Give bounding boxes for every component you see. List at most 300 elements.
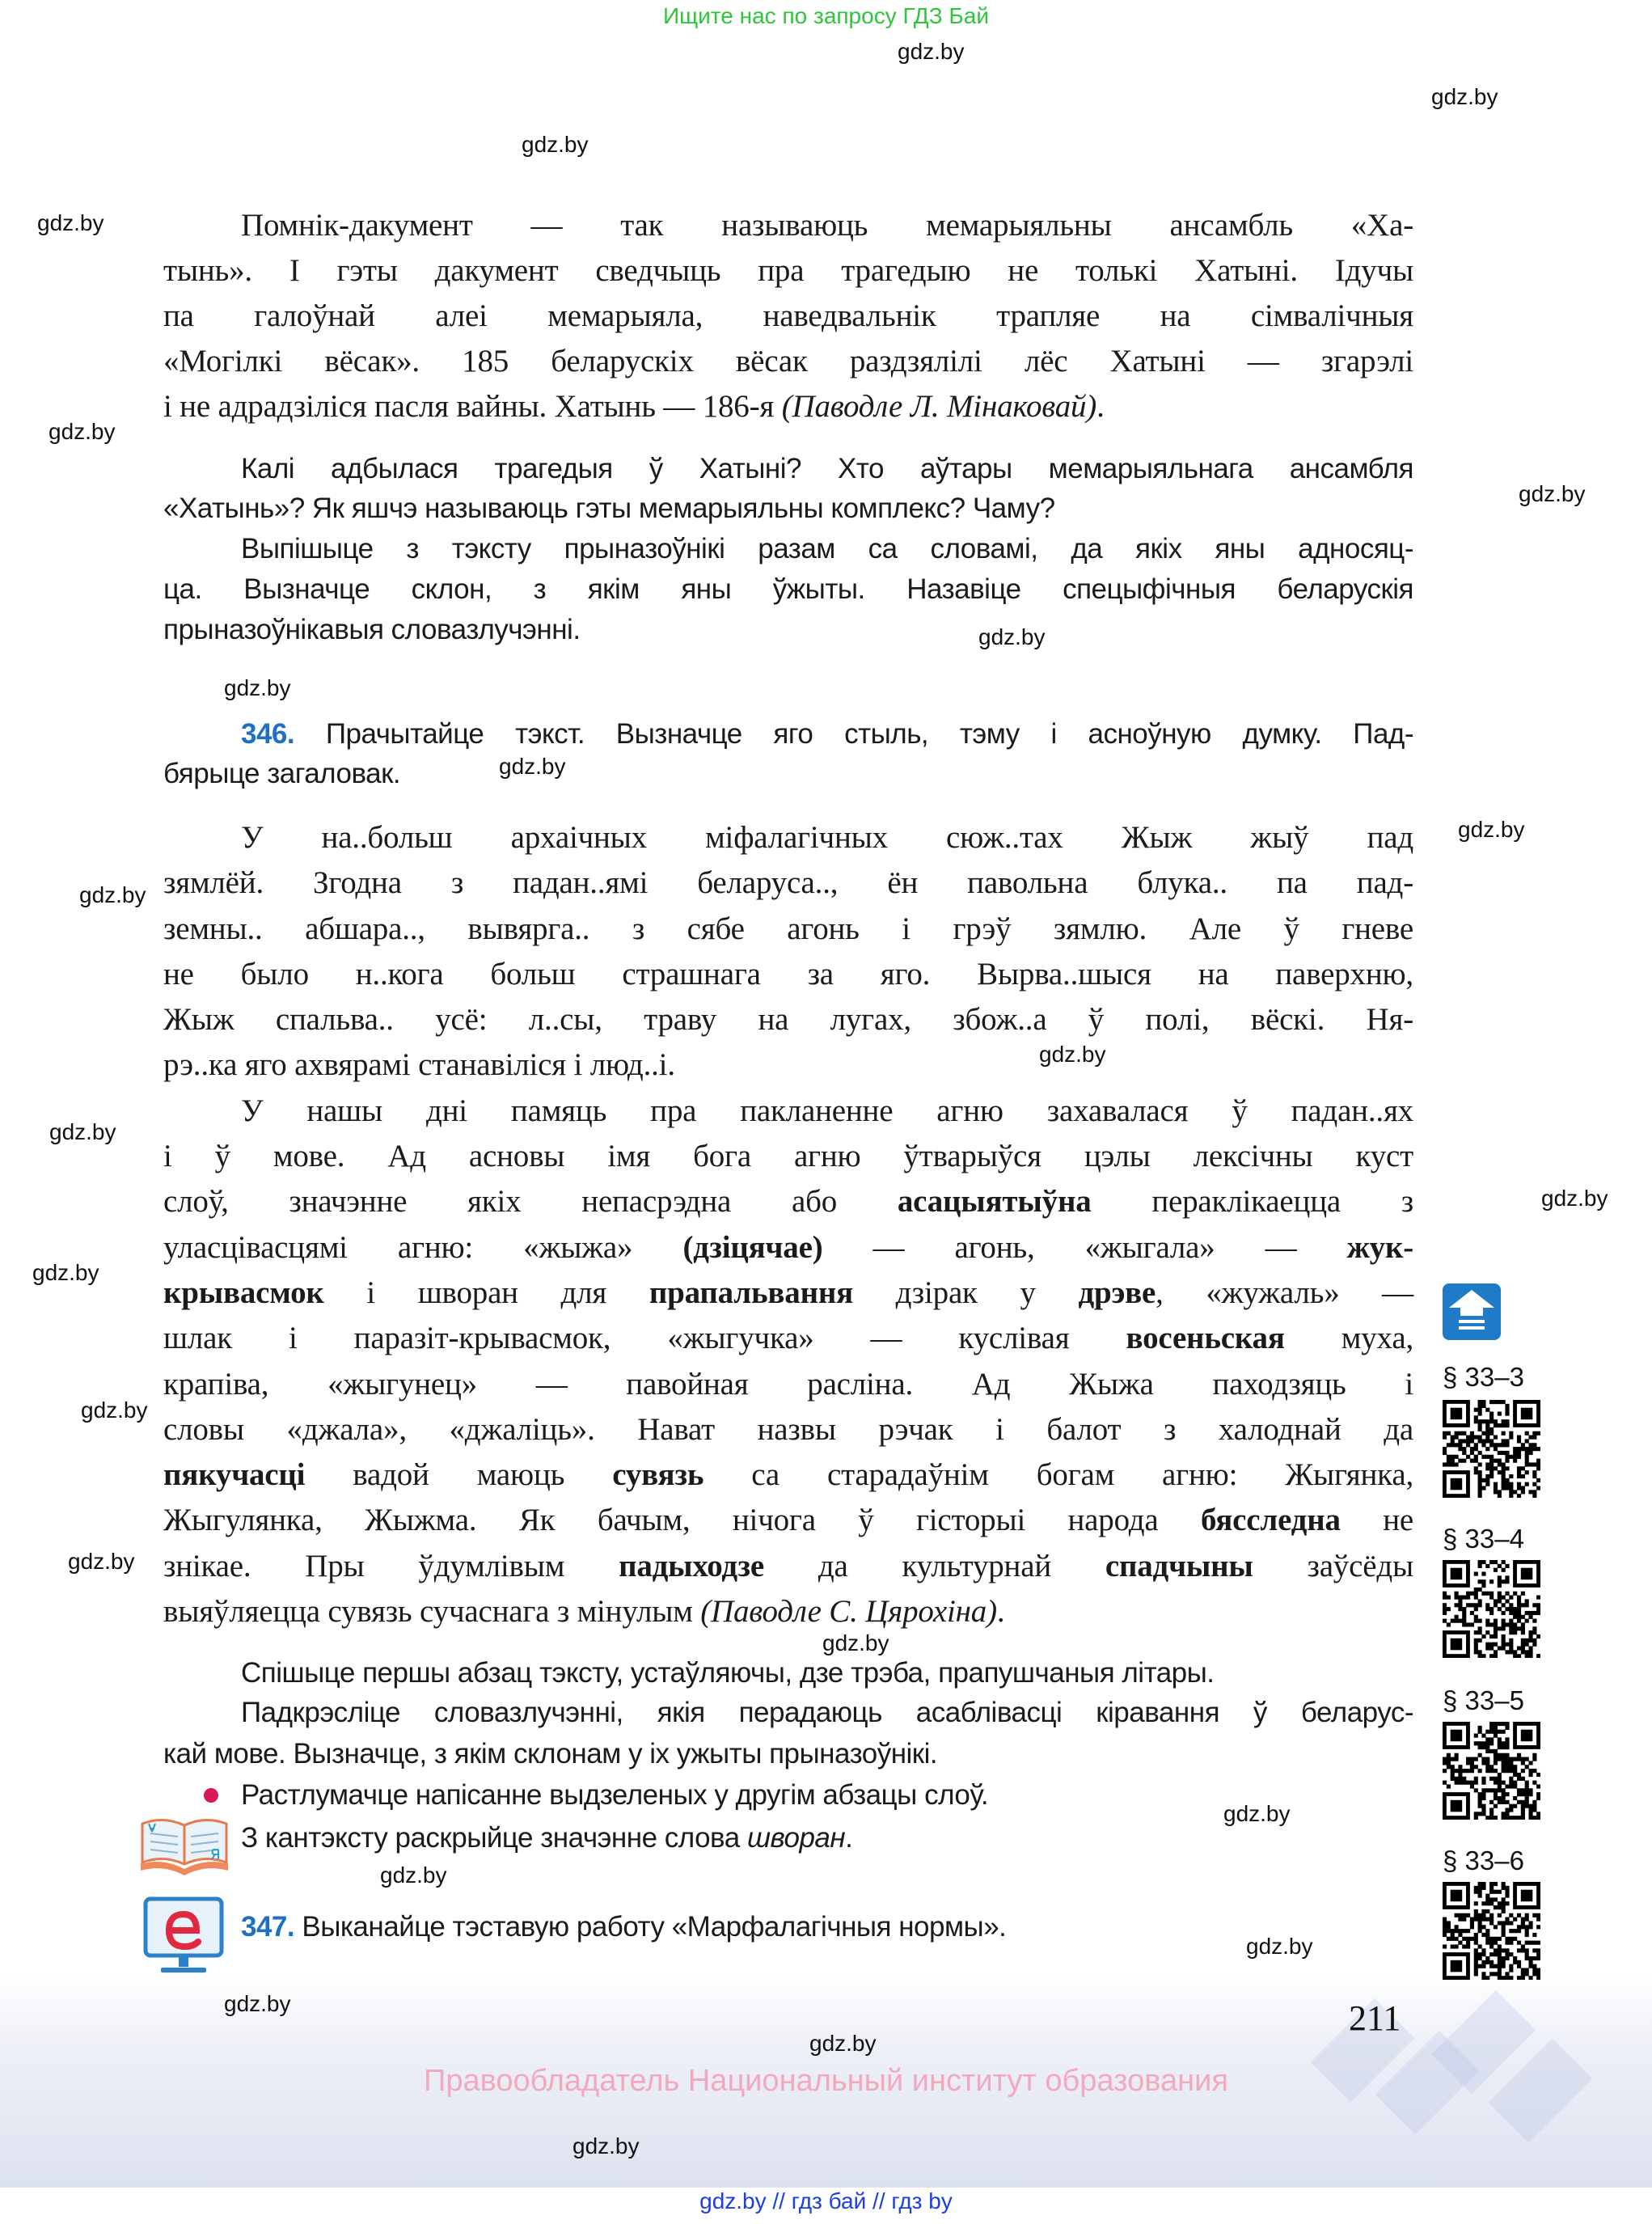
qr-module [1505, 1726, 1509, 1730]
qr-module [1525, 1913, 1529, 1917]
bold-word: сувязь [612, 1457, 704, 1493]
qr-module [1478, 1812, 1482, 1816]
qr-module [1525, 1650, 1529, 1654]
footer-links[interactable]: gdz.by // гдз бай // гдз by [699, 2188, 953, 2213]
qr-module [1505, 1784, 1509, 1788]
qr-module [1498, 1737, 1502, 1741]
qr-module [1502, 1948, 1506, 1952]
qr-module [1521, 1944, 1525, 1948]
qr-module [1528, 1769, 1532, 1773]
qr-module [1505, 1607, 1509, 1611]
qr-module [1443, 1933, 1447, 1937]
qr-module [1505, 1564, 1509, 1568]
text-line [163, 997, 1413, 1042]
qr-module [1528, 1615, 1532, 1619]
qr-module [1502, 1619, 1506, 1623]
qr-module [1494, 1560, 1498, 1564]
qr-module [1528, 1792, 1532, 1796]
qr-module [1509, 1913, 1513, 1917]
qr-module [1474, 1901, 1478, 1905]
qr-code[interactable] [1443, 1882, 1540, 1980]
qr-module [1509, 1968, 1513, 1972]
qr-module [1470, 1451, 1474, 1455]
qr-module [1532, 1956, 1536, 1960]
bold-word: крывасмок [163, 1275, 324, 1310]
qr-module [1532, 1435, 1536, 1440]
qr-module [1505, 1579, 1509, 1583]
qr-module [1513, 1769, 1517, 1773]
qr-module [1481, 1592, 1485, 1596]
qr-module [1489, 1560, 1494, 1564]
qr-module [1474, 1650, 1478, 1654]
qr-module [1517, 1603, 1521, 1607]
qr-module [1447, 1937, 1451, 1941]
qr-module [1494, 1634, 1498, 1638]
qr-module [1498, 1592, 1502, 1596]
qr-module [1525, 1482, 1529, 1486]
qr-module [1509, 1769, 1513, 1773]
qr-module [1536, 1603, 1540, 1607]
qr-module [1517, 1788, 1521, 1792]
watermark-text: gdz.by [898, 39, 965, 64]
intro-paragraph [163, 203, 1413, 429]
qr-module [1485, 1435, 1489, 1440]
qr-module [1478, 1800, 1482, 1804]
qr-module [1462, 1607, 1466, 1611]
qr-module [1478, 1913, 1482, 1917]
qr-module [1532, 1933, 1536, 1937]
qr-module [1498, 1773, 1502, 1777]
qr-module [1536, 1462, 1540, 1466]
qr-module [1474, 1952, 1478, 1956]
qr-module [1498, 1443, 1502, 1447]
qr-module [1505, 1575, 1509, 1579]
bold-word: жук- [1346, 1229, 1413, 1265]
qr-module [1485, 1909, 1489, 1913]
qr-module [1443, 1917, 1447, 1922]
qr-module [1474, 1886, 1478, 1890]
qr-module [1455, 1753, 1459, 1757]
qr-module [1489, 1470, 1494, 1474]
qr-module [1502, 1560, 1506, 1564]
qr-module [1536, 1972, 1540, 1976]
qr-module [1489, 1431, 1494, 1435]
qr-module [1509, 1486, 1513, 1490]
text-line [163, 1452, 1413, 1498]
qr-module [1485, 1917, 1489, 1922]
bold-word: восеньская [1126, 1321, 1285, 1356]
qr-module [1481, 1964, 1485, 1968]
qr-module [1462, 1944, 1466, 1948]
qr-module [1505, 1921, 1509, 1925]
text-segment: рэ..ка яго ахвярамі станавіліся і люд..і. [163, 1047, 675, 1083]
qr-module [1455, 1462, 1459, 1466]
qr-module [1513, 1654, 1517, 1658]
qr-module [1494, 1937, 1498, 1941]
qr-module [1455, 1443, 1459, 1447]
qr-module [1528, 1443, 1532, 1447]
qr-module [1509, 1976, 1513, 1980]
qr-module [1521, 1792, 1525, 1796]
qr-module [1474, 1630, 1478, 1634]
qr-module [1502, 1634, 1506, 1638]
qr-module [1505, 1941, 1509, 1945]
qr-module [1525, 1439, 1529, 1443]
text-segment: У нашы дні памяць пра пакланенне агню захавалася ў падан..ях [241, 1093, 1413, 1128]
qr-module [1509, 1777, 1513, 1781]
qr-module [1525, 1929, 1529, 1933]
watermark-text: gdz.by [822, 1630, 889, 1655]
qr-module [1525, 1451, 1529, 1455]
qr-module [1525, 1972, 1529, 1976]
qr-module [1502, 1568, 1506, 1572]
qr-module [1509, 1596, 1513, 1600]
qr-module [1513, 1611, 1517, 1615]
qr-module [1498, 1956, 1502, 1960]
qr-module [1509, 1455, 1513, 1459]
qr-module [1532, 1443, 1536, 1447]
qr-module [1513, 1773, 1517, 1777]
watermark-text: gdz.by [1431, 84, 1498, 109]
text-segment: прыназоўнікавыя словазлучэнні. [163, 614, 581, 645]
qr-module [1498, 1730, 1502, 1734]
watermark-text: gdz.by [224, 1991, 291, 2016]
qr-module [1532, 1948, 1536, 1952]
qr-module [1528, 1435, 1532, 1440]
text-line [163, 529, 1413, 569]
qr-module [1478, 1603, 1482, 1607]
qr-module [1498, 1788, 1502, 1792]
qr-module [1481, 1812, 1485, 1816]
qr-module [1485, 1630, 1489, 1634]
qr-module [1474, 1816, 1478, 1820]
qr-module [1489, 1769, 1494, 1773]
watermark-text: gdz.by [499, 754, 566, 779]
qr-module [1474, 1968, 1478, 1972]
qr-module [1474, 1643, 1478, 1647]
text-line [163, 449, 1413, 488]
qr-module [1474, 1948, 1478, 1952]
qr-module [1489, 1459, 1494, 1463]
qr-module [1494, 1730, 1498, 1734]
qr-module [1517, 1816, 1521, 1820]
qr-module [1474, 1607, 1478, 1611]
qr-module [1478, 1630, 1482, 1634]
qr-module [1455, 1937, 1459, 1941]
qr-module [1509, 1474, 1513, 1478]
qr-module [1494, 1781, 1498, 1785]
qr-module [1521, 1921, 1525, 1925]
qr-module [1498, 1890, 1502, 1894]
qr-module [1517, 1494, 1521, 1498]
qr-module [1443, 1596, 1447, 1600]
qr-module [1532, 1781, 1536, 1785]
qr-module [1505, 1952, 1509, 1956]
qr-module [1485, 1619, 1489, 1623]
qr-module [1443, 1761, 1447, 1765]
qr-module [1443, 1611, 1447, 1615]
qr-module [1494, 1792, 1498, 1796]
qr-module [1489, 1749, 1494, 1753]
qr-module [1521, 1757, 1525, 1761]
text-line [163, 1042, 1413, 1088]
qr-module [1536, 1784, 1540, 1788]
text-line [163, 1544, 1413, 1589]
qr-module [1474, 1592, 1478, 1596]
qr-module [1494, 1749, 1498, 1753]
qr-module [1536, 1812, 1540, 1816]
qr-module [1513, 1650, 1517, 1654]
qr-module [1451, 1769, 1455, 1773]
qr-module [1528, 1447, 1532, 1451]
qr-module [1521, 1643, 1525, 1647]
qr-module [1458, 1431, 1462, 1435]
qr-module [1513, 1929, 1517, 1933]
qr-module [1451, 1435, 1455, 1440]
qr-module [1466, 1761, 1470, 1765]
qr-module [1494, 1757, 1498, 1761]
text-segment: — агонь, «жыгала» — [822, 1229, 1347, 1265]
text-segment: «Могілкі вёсак». 185 беларускіх вёсак раздзялілі лёс Хатыні — згарэлі [163, 344, 1413, 378]
qr-module [1513, 1757, 1517, 1761]
qr-module [1478, 1964, 1482, 1968]
qr-module [1466, 1941, 1470, 1945]
qr-module [1443, 1769, 1447, 1773]
qr-module [1489, 1921, 1494, 1925]
qr-module [1462, 1929, 1466, 1933]
qr-module [1485, 1431, 1489, 1435]
qr-module [1525, 1455, 1529, 1459]
qr-module [1509, 1808, 1513, 1812]
qr-code[interactable] [1443, 1400, 1540, 1498]
qr-module [1517, 1435, 1521, 1440]
qr-module [1478, 1730, 1482, 1734]
qr-module [1521, 1638, 1525, 1643]
qr-module [1525, 1599, 1529, 1603]
qr-module [1478, 1439, 1482, 1443]
qr-module [1502, 1901, 1506, 1905]
qr-module [1481, 1792, 1485, 1796]
text-line [163, 907, 1413, 952]
qr-module [1451, 1568, 1463, 1580]
qr-module [1481, 1745, 1485, 1749]
qr-module [1513, 1960, 1517, 1964]
qr-module [1532, 1800, 1536, 1804]
qr-module [1489, 1737, 1494, 1741]
qr-module [1481, 1808, 1485, 1812]
qr-module [1494, 1486, 1498, 1490]
qr-module [1513, 1455, 1517, 1459]
text-line [163, 339, 1413, 384]
up-arrow-icon[interactable] [1443, 1283, 1501, 1340]
qr-module [1505, 1599, 1509, 1603]
text-segment: ца. Вызначце склон, з якім яны ўжыты. Назавіце спецыфічныя беларускія [163, 573, 1413, 605]
qr-module [1528, 1451, 1532, 1455]
qr-module [1466, 1769, 1470, 1773]
qr-module [1489, 1455, 1494, 1459]
qr-module [1505, 1482, 1509, 1486]
qr-module [1521, 1630, 1525, 1634]
qr-module [1521, 1800, 1525, 1804]
qr-module [1481, 1439, 1485, 1443]
qr-module [1494, 1890, 1498, 1894]
qr-module [1447, 1596, 1451, 1600]
qr-module [1502, 1722, 1506, 1726]
qr-module [1536, 1816, 1540, 1820]
text-segment: да культурнай [764, 1548, 1105, 1583]
watermark-text: gdz.by [68, 1549, 135, 1574]
qr-module [1528, 1638, 1532, 1643]
qr-module [1494, 1643, 1498, 1647]
qr-module [1517, 1447, 1521, 1451]
qr-module [1443, 1757, 1447, 1761]
qr-module [1485, 1765, 1489, 1769]
qr-module [1494, 1443, 1498, 1447]
qr-module [1478, 1638, 1482, 1643]
qr-module [1505, 1808, 1509, 1812]
qr-module [1462, 1459, 1466, 1463]
watermark-text: gdz.by [1541, 1186, 1608, 1211]
qr-module [1498, 1901, 1502, 1905]
text-segment: Растлумачце напісанне выдзеленых у другім абзацы слоў. [241, 1779, 989, 1811]
qr-module [1451, 1933, 1455, 1937]
qr-module [1494, 1568, 1498, 1572]
qr-module [1521, 1447, 1525, 1451]
qr-module [1536, 1976, 1540, 1980]
qr-module [1532, 1964, 1536, 1968]
qr-module [1505, 1769, 1509, 1773]
qr-module [1536, 1478, 1540, 1482]
qr-module [1462, 1611, 1466, 1615]
qr-module [1447, 1765, 1451, 1769]
qr-module [1505, 1455, 1509, 1459]
qr-module [1481, 1917, 1485, 1922]
qr-module [1481, 1757, 1485, 1761]
qr-module [1443, 1431, 1447, 1435]
e-learning-monitor-icon[interactable] [143, 1896, 224, 1976]
qr-module [1458, 1447, 1462, 1451]
qr-code[interactable] [1443, 1722, 1540, 1820]
qr-module [1505, 1650, 1509, 1654]
qr-module [1521, 1917, 1525, 1922]
qr-module [1458, 1619, 1462, 1623]
qr-module [1513, 1917, 1517, 1922]
qr-code[interactable] [1443, 1560, 1540, 1658]
copyright-notice: Правообладатель Национальный институт образования [424, 2064, 1228, 2098]
qr-module [1532, 1494, 1536, 1498]
qr-module [1494, 1925, 1498, 1929]
qr-module [1513, 1781, 1517, 1785]
qr-module [1536, 1792, 1540, 1796]
promo-header[interactable]: Ищите нас по запросу ГДЗ Бай [662, 3, 990, 28]
qr-module [1466, 1944, 1470, 1948]
qr-module [1532, 1431, 1536, 1435]
qr-module [1498, 1921, 1502, 1925]
qr-module [1525, 1638, 1529, 1643]
qr-module [1470, 1603, 1474, 1607]
qr-module [1528, 1964, 1532, 1968]
qr-module [1498, 1423, 1502, 1427]
qr-module [1505, 1816, 1509, 1820]
qr-module [1509, 1494, 1513, 1498]
qr-module [1481, 1486, 1485, 1490]
qr-module [1466, 1596, 1470, 1600]
qr-module [1494, 1948, 1498, 1952]
qr-module [1455, 1757, 1459, 1761]
qr-module [1525, 1788, 1529, 1792]
qr-module [1481, 1804, 1485, 1808]
qr-module [1474, 1812, 1478, 1816]
qr-module [1485, 1439, 1489, 1443]
watermark-text: gdz.by [224, 675, 291, 700]
qr-module [1478, 1494, 1482, 1498]
text-line [163, 1407, 1413, 1452]
qr-module [1474, 1435, 1478, 1440]
qr-module [1447, 1757, 1451, 1761]
qr-module [1443, 1781, 1447, 1785]
qr-module [1447, 1761, 1451, 1765]
qr-module [1494, 1726, 1498, 1730]
qr-module [1481, 1455, 1485, 1459]
qr-module [1517, 1913, 1521, 1917]
text-segment: Жыж спальва.. усё: л..сы, траву на лугах, збож..а ў полі, вёскі. Ня- [163, 1002, 1413, 1038]
qr-module [1485, 1447, 1489, 1451]
bullet-dot [204, 1788, 218, 1803]
qr-module [1470, 1622, 1474, 1626]
exercise-number: 347. [241, 1911, 295, 1943]
qr-module [1509, 1622, 1513, 1626]
qr-module [1509, 1816, 1513, 1820]
qr-module [1478, 1482, 1482, 1486]
qr-module [1489, 1412, 1494, 1416]
qr-module [1485, 1455, 1489, 1459]
qr-module [1485, 1646, 1489, 1650]
qr-module [1447, 1431, 1451, 1435]
text-segment: муха, [1284, 1321, 1414, 1356]
qr-module [1478, 1741, 1482, 1745]
qr-module [1502, 1761, 1506, 1765]
qr-module [1455, 1769, 1459, 1773]
qr-module [1485, 1482, 1489, 1486]
qr-module [1502, 1431, 1506, 1435]
qr-module [1451, 1773, 1455, 1777]
text-line [163, 815, 1413, 860]
qr-module [1513, 1451, 1517, 1455]
qr-module [1474, 1909, 1478, 1913]
qr-module [1481, 1933, 1485, 1937]
qr-module [1489, 1419, 1494, 1423]
qr-module [1485, 1564, 1489, 1568]
qr-module [1521, 1622, 1525, 1626]
text-segment: слоў, значэнне якіх непасрэдна або [163, 1184, 898, 1220]
watermark-text: gdz.by [380, 1862, 447, 1888]
qr-module [1532, 1913, 1536, 1917]
qr-module [1451, 1730, 1463, 1742]
text-segment: шлак і паразіт-крывасмок, «жыгучка» — куслівая [163, 1321, 1126, 1356]
qr-module [1505, 1761, 1509, 1765]
qr-module [1447, 1443, 1451, 1447]
qr-module [1498, 1777, 1502, 1781]
qr-module [1443, 1447, 1447, 1451]
qr-module [1498, 1470, 1502, 1474]
qr-module [1528, 1925, 1532, 1929]
qr-module [1505, 1812, 1509, 1816]
qr-module [1478, 1474, 1482, 1478]
qr-module [1528, 1808, 1532, 1812]
qr-module [1509, 1757, 1513, 1761]
qr-module [1481, 1777, 1485, 1781]
qr-module [1474, 1588, 1478, 1592]
